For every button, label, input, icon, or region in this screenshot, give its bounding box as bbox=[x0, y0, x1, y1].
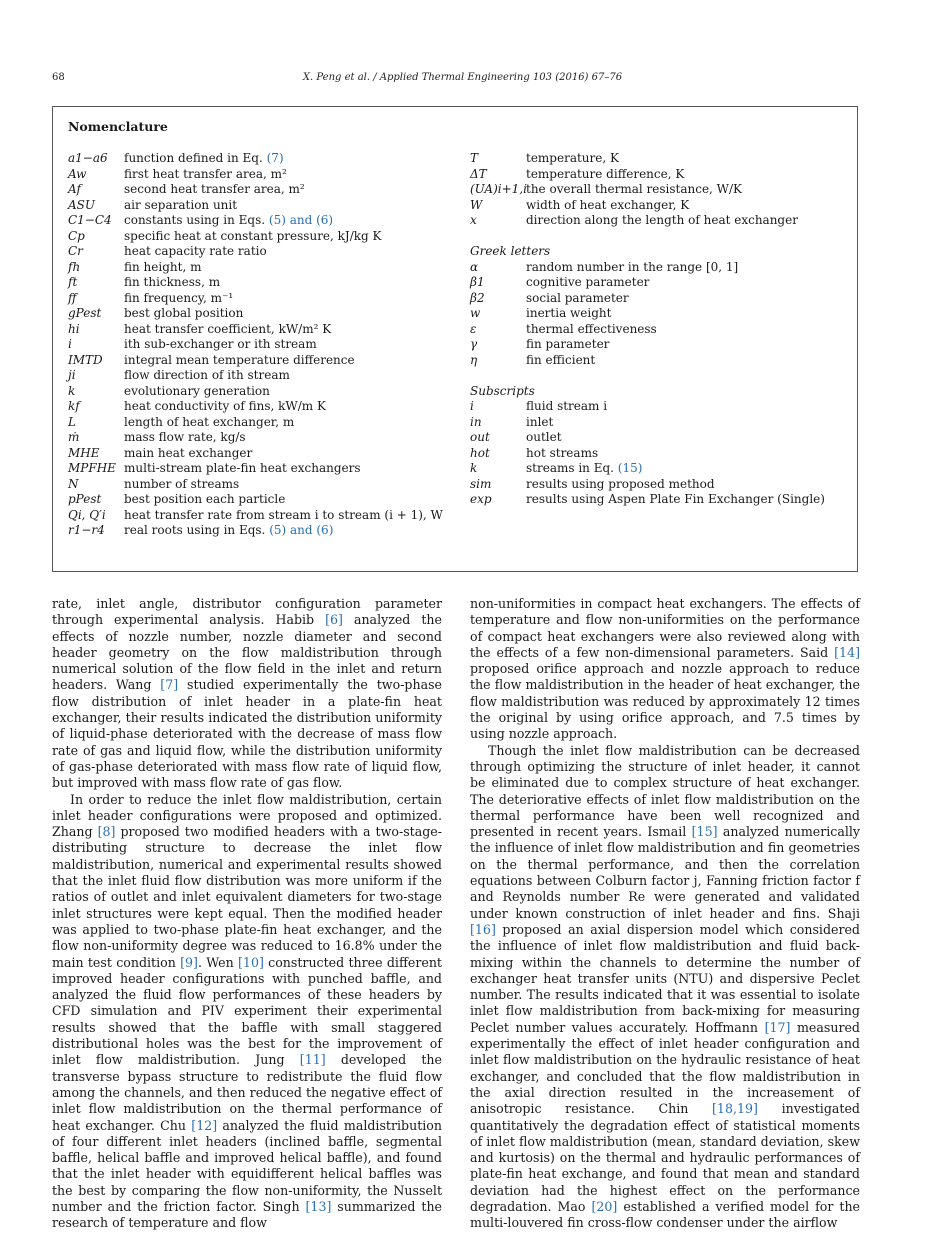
nomenclature-definition: fluid stream i bbox=[526, 399, 608, 413]
nomenclature-definition: fin thickness, m bbox=[124, 275, 221, 289]
body-paragraph bbox=[470, 596, 860, 743]
body-right-column bbox=[470, 596, 860, 1232]
nomenclature-definition: social parameter bbox=[526, 290, 629, 305]
nomenclature-entry bbox=[470, 337, 850, 353]
nomenclature-definition: heat transfer coefficient, kW/m² K bbox=[124, 321, 332, 336]
nomenclature-entry bbox=[470, 399, 850, 415]
paragraph-text: summarized the research of temperature and flow bbox=[52, 1198, 443, 1231]
nomenclature-symbol: a1−a6 bbox=[68, 151, 108, 165]
nomenclature-entry bbox=[68, 182, 448, 198]
equation-reference-link[interactable]: (15) bbox=[617, 461, 643, 475]
nomenclature-symbol: C1−C4 bbox=[68, 213, 112, 227]
nomenclature-symbol: β1 bbox=[470, 275, 485, 289]
nomenclature-entry bbox=[470, 182, 850, 198]
nomenclature-definition: multi-stream plate-fin heat exchangers bbox=[124, 461, 361, 475]
nomenclature-title: Nomenclature bbox=[68, 119, 168, 134]
paragraph-text: proposed two modified headers with a two-stage-distributing structure to decrease the inlet flow maldistribution, numerical and experimental results showed that the inlet fluid flow distribution was more uniform if the ratios of outlet and inlet equivalent diameters for two-stage inlet structures were kept equal. Then the modified header was applied to two-phase plate-fin heat exchanger, and the flow non-uniformity degree was reduced to 16.8% under the main test condition bbox=[52, 824, 443, 970]
nomenclature-symbol: hot bbox=[470, 445, 490, 460]
nomenclature-symbol: ε bbox=[470, 321, 477, 336]
equation-reference-link[interactable]: (5) and (6) bbox=[268, 213, 334, 227]
nomenclature-entry bbox=[68, 399, 448, 415]
nomenclature-entry bbox=[470, 415, 850, 431]
nomenclature-symbol: in bbox=[470, 414, 482, 429]
nomenclature-symbol: W bbox=[470, 197, 483, 212]
nomenclature-symbol: x bbox=[470, 213, 477, 227]
nomenclature-right-column bbox=[470, 151, 850, 508]
nomenclature-symbol: r1−r4 bbox=[68, 523, 105, 537]
nomenclature-definition: streams in Eq. (15) bbox=[526, 461, 643, 475]
nomenclature-symbol: fh bbox=[68, 259, 81, 274]
nomenclature-symbol: k bbox=[470, 461, 478, 475]
citation-link[interactable]: [7] bbox=[160, 677, 179, 693]
nomenclature-entry bbox=[68, 260, 448, 276]
nomenclature-definition: results using Aspen Plate Fin Exchanger (Single) bbox=[526, 492, 825, 506]
nomenclature-symbol: L bbox=[68, 414, 76, 429]
nomenclature-definition: heat transfer rate from stream i to stream (i + 1), W bbox=[124, 507, 443, 522]
paragraph-text: Though the inlet flow maldistribution can be decreased through optimizing the structure of inlet header, it cannot be eliminated due to complex structure of heat exchanger. The deteriorative effects of inlet flow maldistribution on the thermal performance have been well recognized and presented in recent years. Ismail bbox=[470, 742, 860, 840]
nomenclature-definition: inlet bbox=[526, 414, 554, 429]
citation-link[interactable]: [13] bbox=[305, 1198, 332, 1214]
citation-link[interactable]: [8] bbox=[97, 824, 116, 840]
nomenclature-entry bbox=[470, 167, 850, 183]
paragraph-text: analyzed numerically the influence of inlet flow maldistribution and fin geometries on the thermal performance, and then the correlation equations between Colburn factor j, Fanning friction factor f and Reynolds number Re were generated and validated under known construction of inlet header and fins. Shaji bbox=[470, 824, 860, 921]
nomenclature-entry bbox=[68, 508, 448, 524]
nomenclature-entry bbox=[68, 275, 448, 291]
nomenclature-symbol: T bbox=[470, 151, 479, 165]
nomenclature-left-column bbox=[68, 151, 448, 539]
nomenclature-definition: second heat transfer area, m² bbox=[124, 182, 305, 196]
nomenclature-symbol: gPest bbox=[68, 306, 102, 320]
nomenclature-entry bbox=[470, 446, 850, 462]
nomenclature-symbol: hi bbox=[68, 321, 80, 336]
nomenclature-box bbox=[52, 106, 858, 572]
paragraph-text: measured experimentally the effect of inlet header configuration and inlet flow maldistribution on the hydraulic resistance of heat exchanger, and concluded that the flow maldistribution in the axial direction resulted in the increasement of anisotropic resistance. Chin bbox=[470, 1019, 860, 1117]
nomenclature-definition: flow direction of ith stream bbox=[124, 368, 290, 382]
nomenclature-symbol: IMTD bbox=[68, 352, 103, 367]
nomenclature-symbol: η bbox=[470, 352, 478, 367]
nomenclature-symbol: i bbox=[470, 399, 474, 413]
nomenclature-symbol: ΔT bbox=[470, 166, 487, 181]
citation-link[interactable]: [20] bbox=[591, 1198, 618, 1214]
nomenclature-symbol: Cp bbox=[68, 228, 85, 243]
nomenclature-symbol: Aw bbox=[68, 166, 87, 181]
equation-reference-link[interactable]: (7) bbox=[266, 151, 284, 165]
nomenclature-definition: number of streams bbox=[124, 476, 240, 491]
nomenclature-entry bbox=[68, 430, 448, 446]
nomenclature-definition: fin parameter bbox=[526, 337, 610, 351]
nomenclature-entry bbox=[68, 198, 448, 214]
nomenclature-entry bbox=[68, 213, 448, 229]
nomenclature-entry bbox=[470, 430, 850, 446]
nomenclature-definition: temperature, K bbox=[526, 151, 619, 165]
nomenclature-symbol: MPFHE bbox=[68, 461, 116, 475]
nomenclature-definition: heat capacity rate ratio bbox=[124, 244, 267, 258]
nomenclature-definition: specific heat at constant pressure, kJ/kg K bbox=[124, 228, 382, 243]
paragraph-text: analyzed the effects of nozzle number, nozzle diameter and second header geometry on the flow maldistribution through numerical solution of the flow field in the inlet and return headers. Wang bbox=[52, 612, 442, 693]
nomenclature-entry bbox=[470, 477, 850, 493]
page-number: 68 bbox=[52, 72, 65, 83]
nomenclature-definition: fin frequency, m⁻¹ bbox=[124, 290, 234, 305]
nomenclature-symbol: Cr bbox=[68, 244, 83, 258]
nomenclature-definition: function defined in Eq. (7) bbox=[124, 151, 284, 165]
nomenclature-definition: direction along the length of heat exchanger bbox=[526, 213, 798, 227]
nomenclature-symbol: kf bbox=[68, 399, 80, 413]
citation-link[interactable]: [10] bbox=[238, 954, 264, 970]
nomenclature-definition: constants using in Eqs. (5) and (6) bbox=[124, 213, 334, 227]
nomenclature-entry bbox=[470, 275, 850, 291]
nomenclature-definition: heat conductivity of fins, kW/m K bbox=[124, 399, 326, 413]
nomenclature-symbol: i bbox=[68, 337, 72, 351]
nomenclature-entry bbox=[470, 260, 850, 276]
nomenclature-definition: cognitive parameter bbox=[526, 275, 650, 289]
nomenclature-entry bbox=[68, 151, 448, 167]
nomenclature-entry bbox=[68, 353, 448, 369]
paragraph-text: non-uniformities in compact heat exchangers. The effects of temperature and flow non-uniformities on the performance of compact heat exchangers were also reviewed along with the effects of a few non-dimensional parameters. Said bbox=[470, 596, 860, 660]
nomenclature-symbol: ṁ bbox=[68, 430, 80, 444]
nomenclature-entry bbox=[68, 446, 448, 462]
citation-link[interactable]: [6] bbox=[325, 612, 343, 628]
nomenclature-symbol: ff bbox=[68, 290, 77, 305]
nomenclature-definition: temperature difference, K bbox=[526, 166, 685, 181]
citation-link[interactable]: [15] bbox=[691, 824, 718, 840]
nomenclature-definition: length of heat exchanger, m bbox=[124, 414, 295, 429]
nomenclature-definition: the overall thermal resistance, W/K bbox=[526, 182, 743, 196]
paragraph-text: investigated quantitatively the degradation effect of statistical moments of inlet flow maldistribution (mean, standard deviation, skew and kurtosis) on the thermal and hydraulic performances of plate-fin heat exchange, and found that mean and standard deviation had the highest effect on the performance degradation. Mao bbox=[470, 1101, 860, 1214]
citation-link[interactable]: [12] bbox=[191, 1117, 218, 1133]
nomenclature-entry bbox=[470, 322, 850, 338]
paragraph-text: analyzed the fluid maldistribution of four different inlet headers (inclined baffle, segmental baffle, helical baffle and improved helical baffle), and found that the inlet header with equidifferent helical baffles was the best by comparing the flow non-uniformity, the Nusselt number and the friction factor. Singh bbox=[52, 1117, 442, 1214]
nomenclature-entry bbox=[68, 167, 448, 183]
nomenclature-entry bbox=[470, 353, 850, 369]
nomenclature-entry bbox=[68, 523, 448, 539]
subscripts-heading: Subscripts bbox=[470, 383, 535, 398]
nomenclature-symbol: β2 bbox=[470, 290, 485, 305]
nomenclature-symbol: ji bbox=[68, 368, 76, 382]
citation-link[interactable]: [18,19] bbox=[712, 1101, 758, 1117]
nomenclature-definition: width of heat exchanger, K bbox=[526, 197, 690, 212]
nomenclature-symbol: sim bbox=[470, 476, 492, 491]
paragraph-text: rate, inlet angle, distributor configuration parameter through experimental analysis. Habib bbox=[52, 596, 442, 628]
paragraph-text: established a verified model for the multi-louvered fin cross-flow condenser under the airflow bbox=[470, 1198, 861, 1231]
nomenclature-entry bbox=[68, 291, 448, 307]
nomenclature-definition: ith sub-exchanger or ith stream bbox=[124, 337, 317, 351]
citation-link[interactable]: [9] bbox=[180, 954, 198, 970]
nomenclature-symbol: Af bbox=[68, 182, 81, 196]
nomenclature-entry bbox=[68, 384, 448, 400]
nomenclature-definition: thermal effectiveness bbox=[526, 321, 657, 336]
nomenclature-symbol: ft bbox=[68, 275, 78, 289]
nomenclature-definition: evolutionary generation bbox=[124, 383, 270, 398]
nomenclature-definition: integral mean temperature difference bbox=[124, 352, 355, 367]
nomenclature-entry bbox=[68, 492, 448, 508]
nomenclature-symbol: N bbox=[68, 476, 79, 491]
nomenclature-symbol: w bbox=[470, 306, 481, 320]
nomenclature-definition: best global position bbox=[124, 306, 244, 320]
nomenclature-definition: fin height, m bbox=[124, 259, 202, 274]
nomenclature-entry bbox=[68, 368, 448, 384]
nomenclature-entry bbox=[470, 306, 850, 322]
nomenclature-definition: random number in the range [0, 1] bbox=[526, 259, 739, 274]
nomenclature-definition: real roots using in Eqs. (5) and (6) bbox=[124, 523, 334, 537]
nomenclature-entry bbox=[470, 461, 850, 477]
paragraph-text: studied experimentally the two-phase flow distribution of inlet header in a plate-fin heat exchanger, their results indicated the distribution uniformity of liquid-phase deteriorated with the decrease of mass flow rate of gas and liquid flow, while the distribution uniformity of gas-phase deteriorated with mass flow rate of liquid flow, but improved with mass flow rate of gas flow. bbox=[52, 677, 442, 791]
paragraph-text: constructed three different improved header configurations with punched baffle, and analyzed the fluid flow performances of these headers by CFD simulation and PIV experiment their experimental results showed that the baffle with small staggered distributional holes was the best for the improvement of inlet flow maldistribution. Jung bbox=[52, 954, 442, 1068]
nomenclature-entry bbox=[470, 151, 850, 167]
paragraph-text: In order to reduce the inlet flow maldistribution, certain inlet header configurations were proposed and optimized. Zhang bbox=[52, 791, 442, 840]
nomenclature-entry bbox=[68, 415, 448, 431]
paragraph-text: developed the transverse bypass structure to redistribute the fluid flow among the channels, and then reduced the negative effect of inlet flow maldistribution on the thermal performance of heat exchanger. Chu bbox=[52, 1052, 442, 1133]
nomenclature-main-list bbox=[470, 151, 850, 229]
body-left-column bbox=[52, 596, 442, 1232]
nomenclature-definition: outlet bbox=[526, 430, 562, 444]
nomenclature-entry bbox=[68, 306, 448, 322]
equation-reference-link[interactable]: (5) and (6) bbox=[269, 523, 334, 537]
nomenclature-definition: main heat exchanger bbox=[124, 445, 253, 460]
nomenclature-symbol: k bbox=[68, 383, 76, 398]
body-paragraph bbox=[52, 792, 442, 1232]
nomenclature-symbol: MHE bbox=[68, 445, 100, 460]
running-title: X. Peng et al. / Applied Thermal Engineering 103 (2016) 67–76 bbox=[302, 72, 623, 83]
nomenclature-symbol: pPest bbox=[68, 492, 102, 506]
nomenclature-symbol: Qi, Q′i bbox=[68, 507, 106, 522]
nomenclature-symbol: exp bbox=[470, 492, 492, 506]
paragraph-text: proposed an axial dispersion model which considered the influence of inlet flow maldistribution and fluid back-mixing within the channels to determine the number of exchanger heat transfer units (NTU) and dispersive Peclet number. The results indicated that it was essential to isolate inlet flow maldistribution from back-mixing for measuring Peclet number values accurately. Hoffmann bbox=[470, 921, 860, 1035]
nomenclature-definition: best position each particle bbox=[124, 492, 286, 506]
nomenclature-entry bbox=[68, 461, 448, 477]
nomenclature-entry bbox=[68, 477, 448, 493]
nomenclature-definition: air separation unit bbox=[124, 197, 238, 212]
nomenclature-symbol: (UA)i+1,i bbox=[470, 182, 527, 196]
nomenclature-entry bbox=[470, 213, 850, 229]
nomenclature-entry bbox=[470, 198, 850, 214]
paragraph-text: proposed orifice approach and nozzle approach to reduce the flow maldistribution in the header of heat exchanger, the flow maldistribution was reduced by approximately 12 times the original by using orifice approach, and 7.5 times by using nozzle approach. bbox=[470, 661, 860, 742]
nomenclature-definition: inertia weight bbox=[526, 306, 612, 320]
nomenclature-entry bbox=[68, 337, 448, 353]
nomenclature-entry bbox=[470, 492, 850, 508]
subscripts-list bbox=[470, 399, 850, 508]
nomenclature-entry bbox=[68, 322, 448, 338]
citation-link[interactable]: [16] bbox=[470, 921, 496, 937]
nomenclature-definition: first heat transfer area, m² bbox=[124, 166, 287, 181]
paragraph-text: . Wen bbox=[197, 954, 239, 970]
citation-link[interactable]: [17] bbox=[764, 1019, 791, 1035]
nomenclature-entry bbox=[68, 229, 448, 245]
nomenclature-symbol: γ bbox=[470, 337, 478, 351]
nomenclature-definition: results using proposed method bbox=[526, 476, 715, 491]
nomenclature-entry bbox=[68, 244, 448, 260]
body-paragraph bbox=[470, 743, 860, 1232]
nomenclature-symbol: α bbox=[470, 259, 479, 274]
citation-link[interactable]: [11] bbox=[299, 1052, 326, 1068]
nomenclature-symbol: ASU bbox=[68, 197, 95, 212]
nomenclature-definition: fin efficient bbox=[526, 352, 596, 367]
nomenclature-symbol: out bbox=[470, 430, 490, 444]
greek-letters-heading: Greek letters bbox=[470, 244, 551, 258]
citation-link[interactable]: [14] bbox=[834, 644, 860, 660]
body-paragraph bbox=[52, 596, 442, 792]
greek-letters-list bbox=[470, 260, 850, 369]
nomenclature-definition: mass flow rate, kg/s bbox=[124, 430, 246, 444]
nomenclature-definition: hot streams bbox=[526, 445, 599, 460]
nomenclature-entry bbox=[470, 291, 850, 307]
